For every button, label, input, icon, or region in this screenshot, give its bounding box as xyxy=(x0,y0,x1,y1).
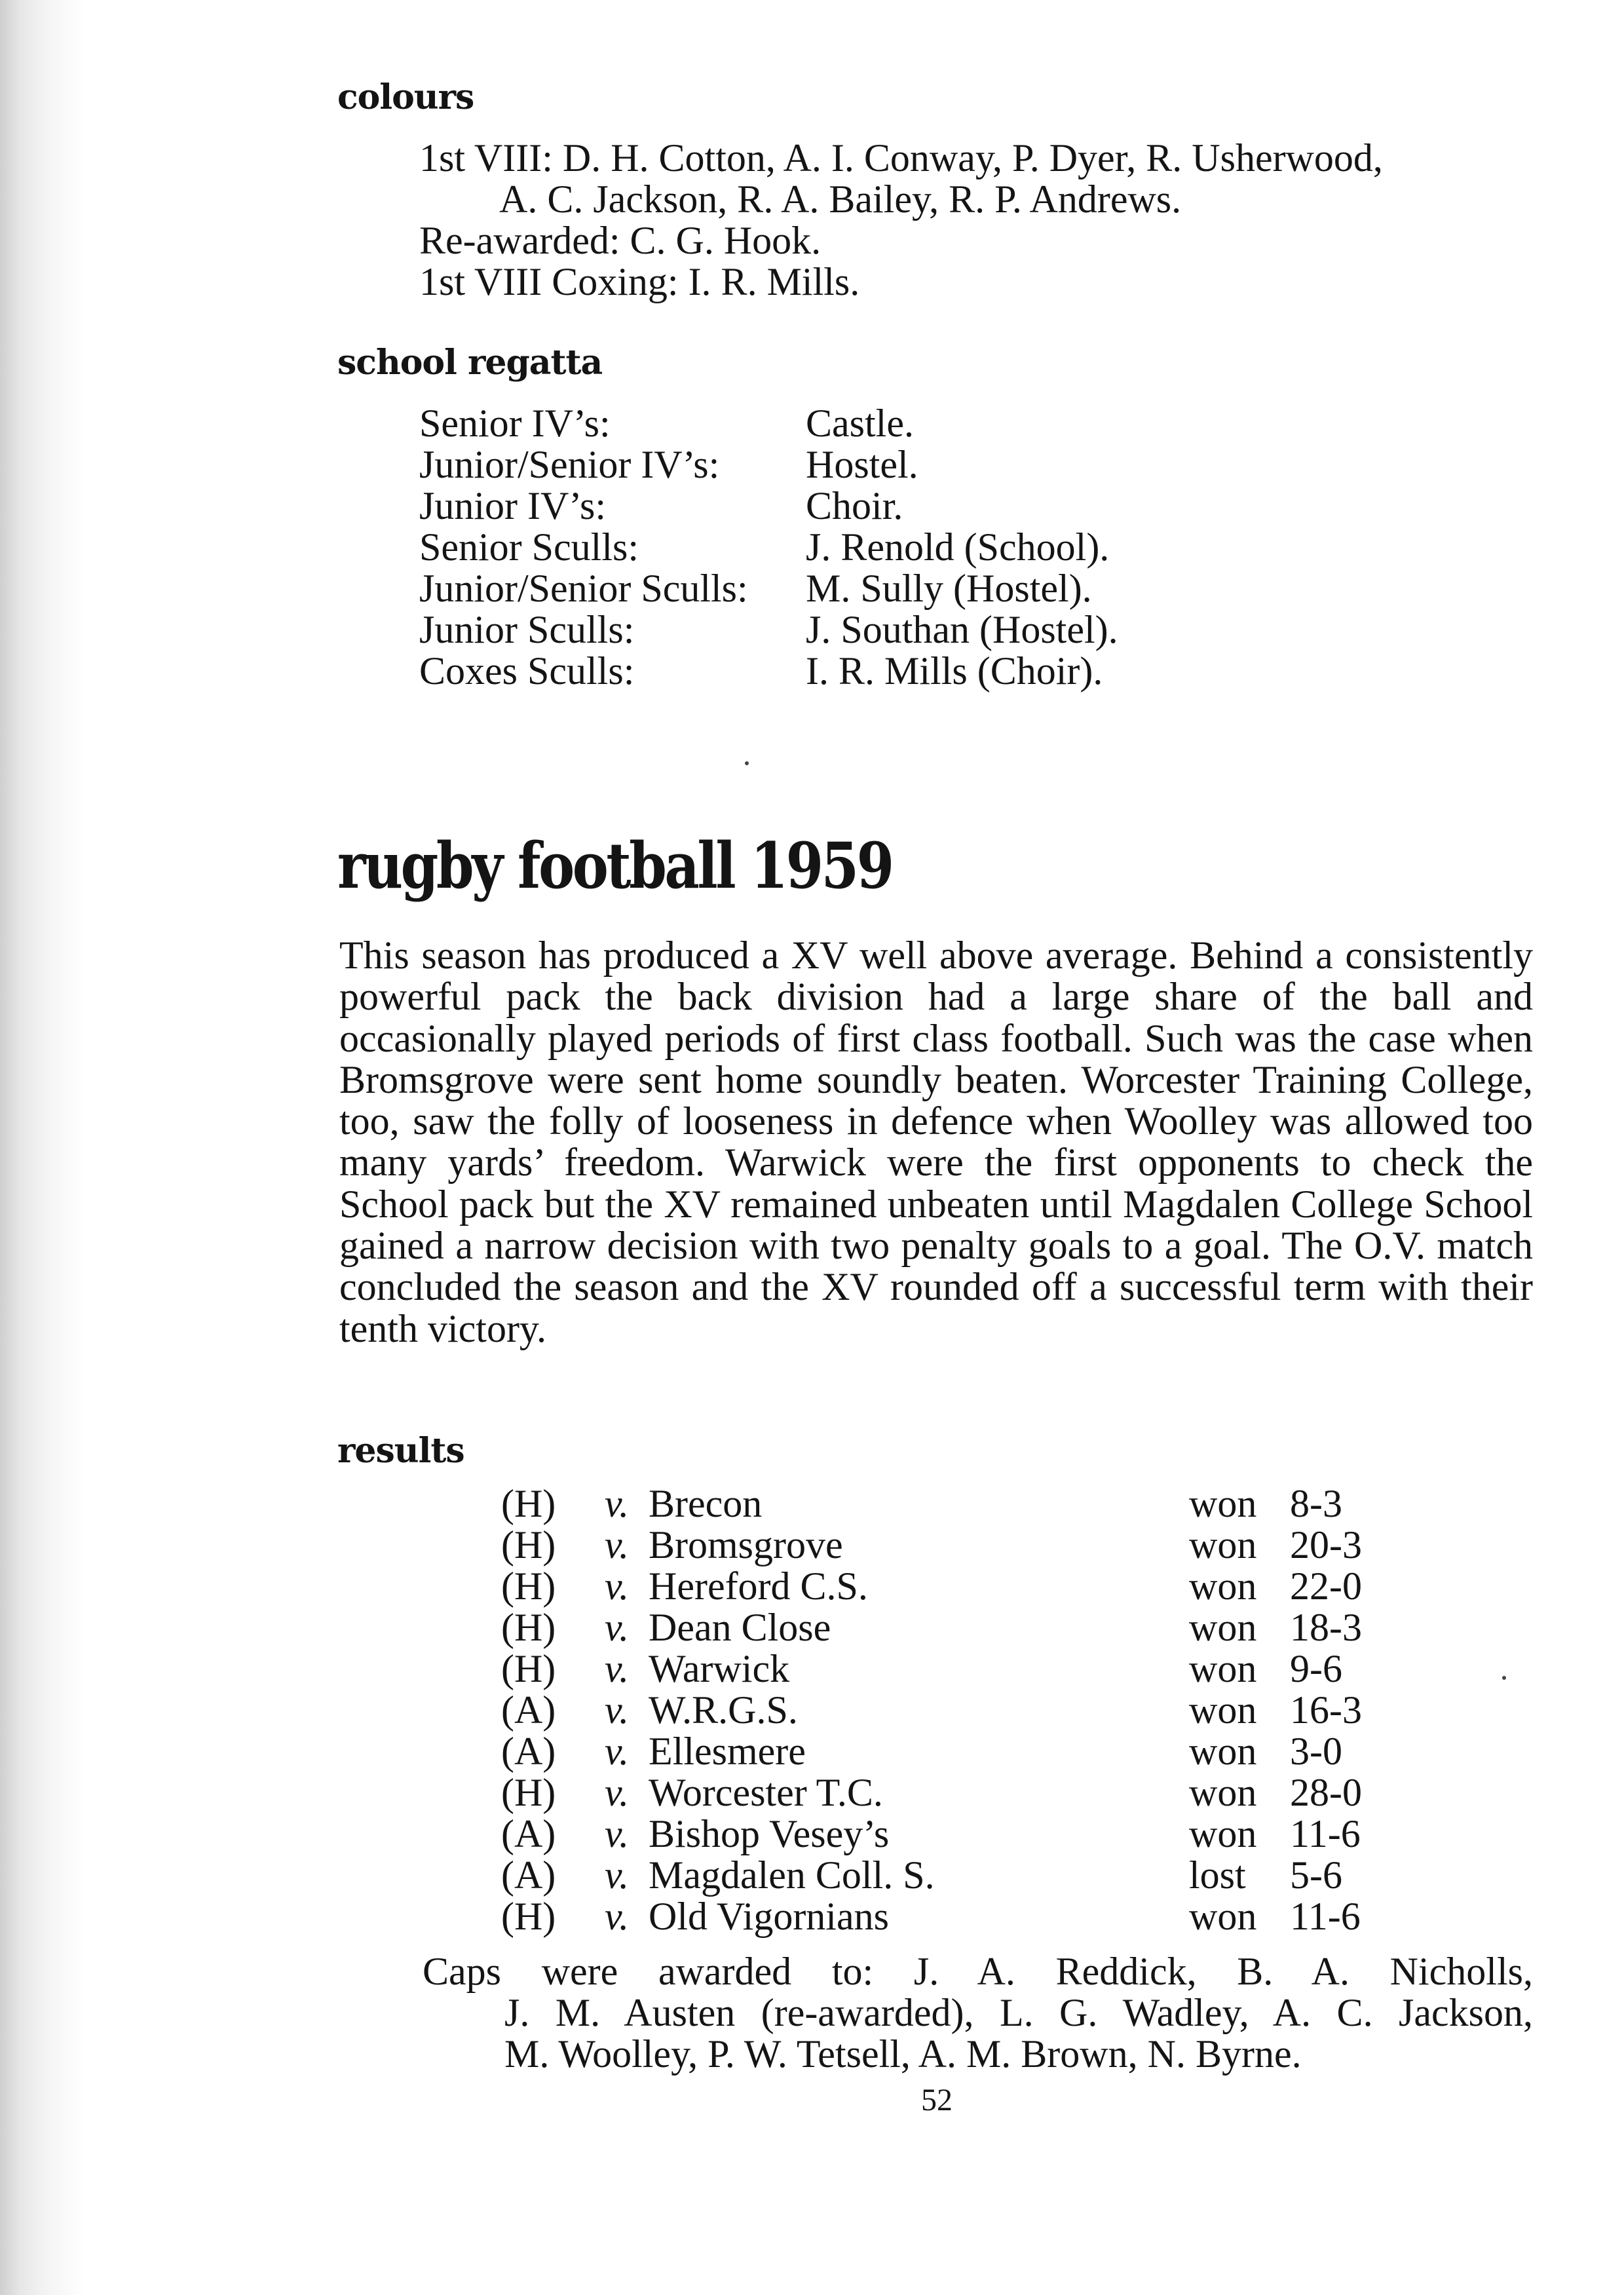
rugby-title: rugby football 1959 xyxy=(337,829,892,903)
result-opponent: Magdalen Coll. S. xyxy=(649,1853,935,1897)
colours-line: A. C. Jackson, R. A. Bailey, R. P. Andrews. xyxy=(499,178,1182,221)
result-outcome: won xyxy=(1189,1688,1257,1732)
regatta-winner: I. R. Mills (Choir). xyxy=(806,649,1103,692)
result-opponent: W.R.G.S. xyxy=(649,1688,798,1732)
result-outcome: won xyxy=(1189,1895,1257,1938)
results-heading: results xyxy=(337,1431,464,1471)
result-score: 20-3 xyxy=(1290,1523,1362,1566)
result-score: 11-6 xyxy=(1290,1895,1361,1938)
result-outcome: won xyxy=(1189,1771,1257,1814)
result-opponent: Bishop Vesey’s xyxy=(649,1812,890,1855)
regatta-row xyxy=(419,568,1118,609)
regatta-row xyxy=(419,609,1118,651)
result-venue: (A) xyxy=(501,1812,556,1855)
result-venue: (H) xyxy=(501,1482,556,1525)
page-number: 52 xyxy=(921,2083,953,2117)
result-outcome: won xyxy=(1189,1730,1257,1773)
result-outcome: lost xyxy=(1189,1853,1246,1897)
result-versus: v. xyxy=(605,1895,630,1938)
result-score: 28-0 xyxy=(1290,1771,1362,1814)
result-opponent: Worcester T.C. xyxy=(649,1771,883,1814)
caps-line: Caps were awarded to: J. A. Reddick, B. A. Nicholls, xyxy=(423,1950,1533,1993)
result-outcome: won xyxy=(1189,1523,1257,1566)
result-venue: (H) xyxy=(501,1565,556,1608)
result-versus: v. xyxy=(605,1606,630,1649)
rugby-paragraph: This season has produced a XV well above average. Behind a consistently powerful pack the back division had a large share of the ball and occasionally played periods of first class football. Such was the case when Bromsgrove were sent home soundly beaten. Worcester Training College, too, saw the folly of looseness in defence when Woolley was allowed too many yards’ freedom. Warwick were the first opponents to check the School pack but the XV remained unbeaten until Magdalen College School gained a narrow decision with two penalty goals to a goal. The O.V. match concluded the season and the XV rounded off a successful term with their tenth victory. xyxy=(339,934,1533,1350)
result-venue: (A) xyxy=(501,1730,556,1773)
result-venue: (A) xyxy=(501,1853,556,1897)
regatta-event: Junior Sculls: xyxy=(419,608,635,651)
regatta-row xyxy=(419,527,1118,568)
result-opponent: Ellesmere xyxy=(649,1730,806,1773)
caps-line: J. M. Austen (re-awarded), L. G. Wadley, A. C. Jackson, xyxy=(504,1991,1533,2034)
ink-speck xyxy=(1502,1676,1506,1680)
caps-line: M. Woolley, P. W. Tetsell, A. M. Brown, N. Byrne. xyxy=(504,2032,1302,2076)
caps-section xyxy=(423,1951,1533,2075)
regatta-row xyxy=(419,403,1118,444)
result-outcome: won xyxy=(1189,1812,1257,1855)
result-opponent: Old Vigornians xyxy=(649,1895,889,1938)
result-opponent: Brecon xyxy=(649,1482,763,1525)
result-score: 22-0 xyxy=(1290,1565,1362,1608)
result-score: 16-3 xyxy=(1290,1688,1362,1732)
result-opponent: Hereford C.S. xyxy=(649,1565,868,1608)
regatta-event: Coxes Sculls: xyxy=(419,649,635,692)
regatta-row xyxy=(419,485,1118,527)
colours-heading: colours xyxy=(337,77,474,117)
regatta-winner: M. Sully (Hostel). xyxy=(806,567,1092,610)
regatta-heading: school regatta xyxy=(337,343,603,383)
result-outcome: won xyxy=(1189,1565,1257,1608)
result-versus: v. xyxy=(605,1482,630,1525)
regatta-winner: Choir. xyxy=(806,484,903,527)
regatta-winner: J. Renold (School). xyxy=(806,525,1110,569)
result-versus: v. xyxy=(605,1647,630,1690)
result-score: 3-0 xyxy=(1290,1730,1342,1773)
result-opponent: Warwick xyxy=(649,1647,790,1690)
result-score: 18-3 xyxy=(1290,1606,1362,1649)
regatta-event: Junior IV’s: xyxy=(419,484,606,527)
result-versus: v. xyxy=(605,1523,630,1566)
result-venue: (H) xyxy=(501,1647,556,1690)
result-venue: (A) xyxy=(501,1688,556,1732)
result-versus: v. xyxy=(605,1730,630,1773)
result-venue: (H) xyxy=(501,1523,556,1566)
colours-line: 1st VIII: D. H. Cotton, A. I. Conway, P. Dyer, R. Usherwood, xyxy=(419,136,1383,180)
result-score: 5-6 xyxy=(1290,1853,1342,1897)
result-score: 9-6 xyxy=(1290,1647,1342,1690)
regatta-event: Senior IV’s: xyxy=(419,402,611,445)
colours-line: 1st VIII Coxing: I. R. Mills. xyxy=(419,260,860,303)
result-venue: (H) xyxy=(501,1771,556,1814)
result-opponent: Dean Close xyxy=(649,1606,831,1649)
result-versus: v. xyxy=(605,1771,630,1814)
result-versus: v. xyxy=(605,1812,630,1855)
result-score: 8-3 xyxy=(1290,1482,1342,1525)
regatta-event: Senior Sculls: xyxy=(419,525,639,569)
regatta-row xyxy=(419,651,1118,692)
ink-speck xyxy=(745,761,749,765)
regatta-row xyxy=(419,444,1118,485)
result-versus: v. xyxy=(605,1688,630,1732)
result-venue: (H) xyxy=(501,1606,556,1649)
result-venue: (H) xyxy=(501,1895,556,1938)
result-outcome: won xyxy=(1189,1647,1257,1690)
result-versus: v. xyxy=(605,1565,630,1608)
regatta-winner: Castle. xyxy=(806,402,914,445)
result-outcome: won xyxy=(1189,1482,1257,1525)
regatta-table xyxy=(419,403,1118,692)
result-opponent: Bromsgrove xyxy=(649,1523,843,1566)
regatta-event: Junior/Senior Sculls: xyxy=(419,567,748,610)
regatta-winner: Hostel. xyxy=(806,443,918,486)
regatta-winner: J. Southan (Hostel). xyxy=(806,608,1118,651)
result-score: 11-6 xyxy=(1290,1812,1361,1855)
result-versus: v. xyxy=(605,1853,630,1897)
colours-line: Re-awarded: C. G. Hook. xyxy=(419,219,821,262)
result-outcome: won xyxy=(1189,1606,1257,1649)
regatta-event: Junior/Senior IV’s: xyxy=(419,443,720,486)
